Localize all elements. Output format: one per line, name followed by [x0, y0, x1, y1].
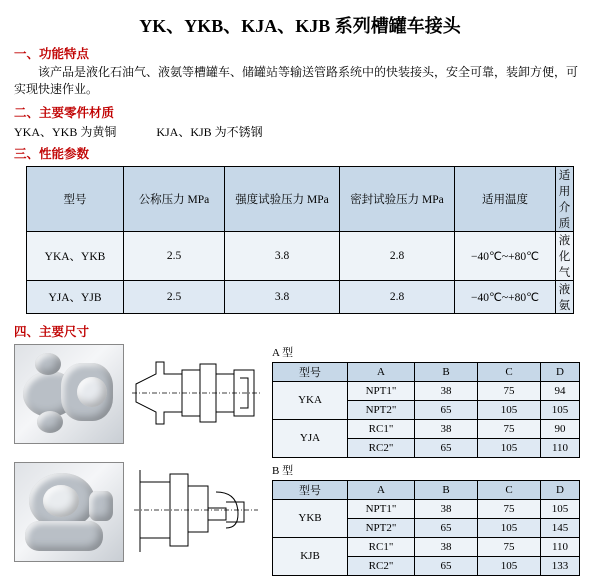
perf-col-3: 密封试验压力 MPa [340, 166, 455, 231]
dim-b-r3-c1: 65 [415, 556, 478, 575]
perf-col-1: 公称压力 MPa [124, 166, 225, 231]
table-row [273, 419, 580, 438]
dim-a-r3-c2: 105 [478, 438, 541, 457]
table-row [273, 537, 580, 556]
dim-b-r2-c1: 38 [415, 537, 478, 556]
dim-b-r0-c3: 105 [541, 499, 580, 518]
dim-b-r1-c0: NPT2" [348, 518, 415, 537]
dim-b-col-4: D [541, 480, 580, 499]
table-row [273, 381, 580, 400]
perf-r0-c1: 2.5 [124, 231, 225, 280]
dim-b-r2-c3: 110 [541, 537, 580, 556]
product-photo-a [14, 344, 124, 444]
dim-a-model-1: YJA [273, 419, 348, 457]
dim-b-r0-c1: 38 [415, 499, 478, 518]
section-heading-performance: 三、性能参数 [14, 146, 90, 161]
section-heading-dimensions: 四、主要尺寸 [14, 324, 90, 339]
perf-r1-c1: 2.5 [124, 280, 225, 313]
perf-r0-c0: YKA、YKB [27, 231, 124, 280]
dim-a-r1-c1: 65 [415, 400, 478, 419]
dim-a-r3-c1: 65 [415, 438, 478, 457]
dimension-table-b [272, 480, 580, 576]
dim-b-r2-c2: 75 [478, 537, 541, 556]
dim-a-col-4: D [541, 362, 580, 381]
dimension-label-a: A 型 [272, 346, 294, 359]
table-header-row [273, 362, 580, 381]
dim-b-model-1: KJB [273, 537, 348, 575]
dim-b-r2-c0: RC1" [348, 537, 415, 556]
features-body: 该产品是液化石油气、液氨等槽罐车、储罐站等输送管路系统中的快装接头，安全可靠，装卸方便，可实现快速作业。 [14, 65, 579, 97]
perf-r1-c3: 2.8 [340, 280, 455, 313]
dimension-row-a [14, 344, 600, 458]
product-photo-b [14, 462, 124, 562]
table-row [273, 499, 580, 518]
dim-a-r0-c1: 38 [415, 381, 478, 400]
perf-r0-c2: 3.8 [225, 231, 340, 280]
dim-b-col-1: A [348, 480, 415, 499]
dim-b-col-3: C [478, 480, 541, 499]
dim-a-r0-c0: NPT1" [348, 381, 415, 400]
dim-a-r2-c2: 75 [478, 419, 541, 438]
dim-b-r3-c3: 133 [541, 556, 580, 575]
dim-a-r3-c0: RC2" [348, 438, 415, 457]
perf-r1-c0: YJA、YJB [27, 280, 124, 313]
dim-b-r3-c2: 105 [478, 556, 541, 575]
perf-r1-c2: 3.8 [225, 280, 340, 313]
dim-a-r1-c0: NPT2" [348, 400, 415, 419]
table-row [27, 280, 574, 313]
material-right: KJA、KJB 为不锈钢 [156, 124, 263, 139]
dim-a-r0-c3: 94 [541, 381, 580, 400]
table-row [27, 231, 574, 280]
dim-a-col-1: A [348, 362, 415, 381]
dim-a-model-0: YKA [273, 381, 348, 419]
dim-b-r3-c0: RC2" [348, 556, 415, 575]
dim-a-r2-c1: 38 [415, 419, 478, 438]
dim-b-r1-c3: 145 [541, 518, 580, 537]
dimension-label-b: B 型 [272, 464, 294, 477]
material-line [14, 123, 600, 140]
dimension-table-a-wrap [272, 344, 580, 458]
dim-b-col-2: B [415, 480, 478, 499]
section-heading-features: 一、功能特点 [14, 47, 90, 61]
dim-b-r1-c1: 65 [415, 518, 478, 537]
dimensions-section [0, 344, 600, 576]
perf-r0-c5: 液化气 [556, 231, 574, 280]
material-left: YKA、YKB 为黄铜 [14, 124, 117, 139]
dim-a-r2-c3: 90 [541, 419, 580, 438]
dim-a-r2-c0: RC1" [348, 419, 415, 438]
technical-drawing-b [130, 462, 262, 560]
perf-col-2: 强度试验压力 MPa [225, 166, 340, 231]
dim-a-r0-c2: 75 [478, 381, 541, 400]
perf-col-0: 型号 [27, 166, 124, 231]
perf-col-5: 适用介质 [556, 166, 574, 231]
dimension-table-b-wrap [272, 462, 580, 576]
table-header-row [273, 480, 580, 499]
perf-r1-c5: 液 氨 [556, 280, 574, 313]
dim-b-r0-c2: 75 [478, 499, 541, 518]
perf-r0-c4: −40℃~+80℃ [455, 231, 556, 280]
dim-a-r1-c3: 105 [541, 400, 580, 419]
table-header-row [27, 166, 574, 231]
perf-col-4: 适用温度 [455, 166, 556, 231]
dim-a-col-0: 型号 [273, 362, 348, 381]
dimension-table-a [272, 362, 580, 458]
dim-b-r1-c2: 105 [478, 518, 541, 537]
page-title: YK、YKB、KJA、KJB 系列槽罐车接头 [139, 16, 461, 36]
section-heading-material: 二、主要零件材质 [14, 105, 115, 120]
dim-a-col-2: B [415, 362, 478, 381]
dim-b-col-0: 型号 [273, 480, 348, 499]
dim-a-r1-c2: 105 [478, 400, 541, 419]
dim-b-model-0: YKB [273, 499, 348, 537]
dimension-row-b [14, 462, 600, 576]
perf-r0-c3: 2.8 [340, 231, 455, 280]
perf-r1-c4: −40℃~+80℃ [455, 280, 556, 313]
performance-table [26, 166, 574, 314]
technical-drawing-a [130, 344, 262, 442]
dim-a-r3-c3: 110 [541, 438, 580, 457]
dim-a-col-3: C [478, 362, 541, 381]
dim-b-r0-c0: NPT1" [348, 499, 415, 518]
